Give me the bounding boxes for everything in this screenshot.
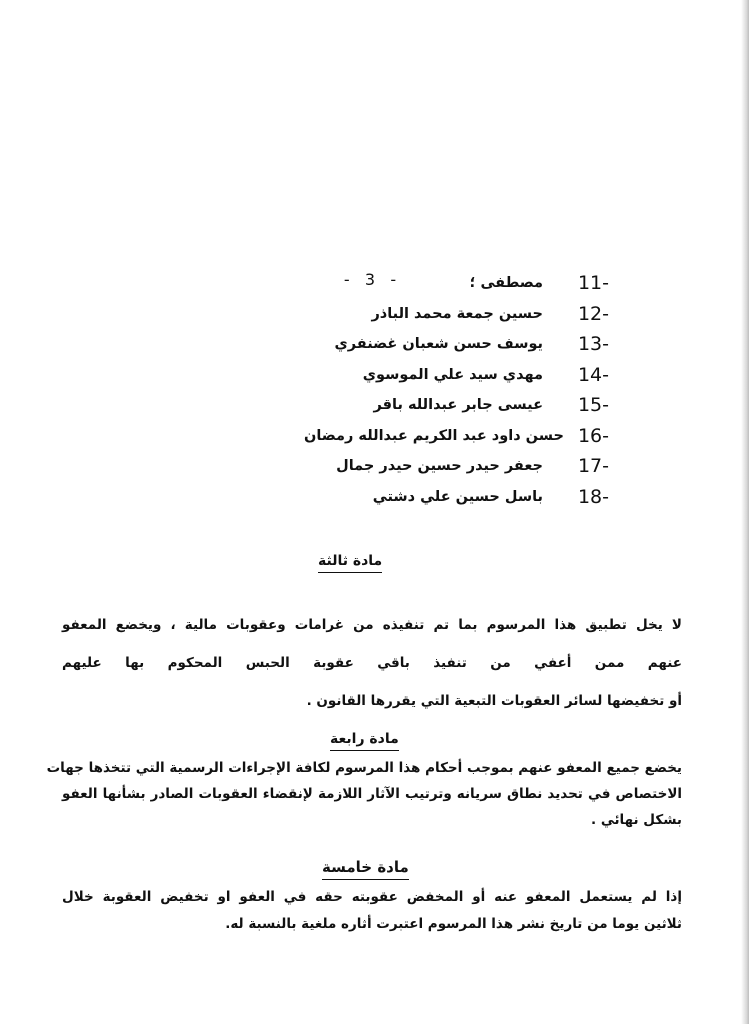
list-item bbox=[303, 421, 609, 452]
item-number: 15- bbox=[577, 394, 609, 417]
item-number: 12- bbox=[577, 302, 609, 325]
article-4-line-3: بشكل نهائي . bbox=[590, 812, 682, 828]
article-5-line-1: إذا لم يستعمل المعفو عنه أو المخفض عقوبته حقه في العفو او تخفيض العقوبة خلال bbox=[62, 889, 682, 905]
article-3-body bbox=[62, 617, 682, 719]
names-list bbox=[303, 268, 609, 512]
article-3-line-2: عنهم ممن أعفي من تنفيذ باقي عقوبة الحبس المحكوم بها عليهم bbox=[62, 655, 682, 671]
item-name: مصطفى ؛ bbox=[469, 275, 543, 292]
list-item bbox=[309, 268, 609, 299]
item-number: 18- bbox=[577, 485, 609, 508]
list-item bbox=[309, 299, 609, 330]
item-number: 14- bbox=[577, 363, 609, 386]
article-5-title: مادة خامسة bbox=[322, 858, 409, 880]
item-number: 16- bbox=[577, 424, 609, 447]
article-4-line-2: الاختصاص في تحديد نطاق سريانه وترتيب الآثار اللازمة لإنقضاء العقوبات الصادر بشأنها العفو bbox=[62, 786, 682, 802]
list-item bbox=[309, 482, 609, 513]
item-name: مهدي سيد علي الموسوي bbox=[362, 366, 543, 383]
list-item bbox=[309, 451, 609, 482]
list-item bbox=[309, 329, 609, 360]
item-name: حسن داود عبد الكريم عبدالله رمضان bbox=[303, 427, 564, 444]
article-5-body bbox=[62, 889, 682, 943]
article-3-title: مادة ثالثة bbox=[318, 553, 382, 573]
list-item bbox=[309, 390, 609, 421]
item-name: جعفر حيدر حسين حيدر جمال bbox=[336, 458, 543, 475]
item-number: 17- bbox=[577, 455, 609, 478]
page-edge-shadow bbox=[741, 0, 749, 1024]
article-4-line-1: يخضع جميع المعفو عنهم بموجب أحكام هذا المرسوم لكافة الإجراءات الرسمية التي تتخذها جهات bbox=[46, 760, 682, 776]
article-4-body bbox=[46, 760, 682, 838]
article-5-line-2: ثلاثين يوما من تاريخ نشر هذا المرسوم اعتبرت أثاره ملغية بالنسبة له. bbox=[225, 916, 682, 932]
article-3-line-3: أو تخفيضها لسائر العقوبات التبعية التي يقررها القانون . bbox=[306, 693, 682, 709]
item-name: يوسف حسن شعبان غضنفري bbox=[334, 336, 543, 353]
list-item bbox=[309, 360, 609, 391]
item-number: 13- bbox=[577, 333, 609, 356]
article-4-title: مادة رابعة bbox=[330, 731, 399, 751]
article-3-line-1: لا يخل تطبيق هذا المرسوم بما تم تنفيذه من غرامات وعقوبات مالية ، ويخضع المعفو bbox=[62, 617, 682, 633]
item-number: 11- bbox=[577, 272, 609, 295]
item-name: حسين جمعة محمد الباذر bbox=[371, 305, 543, 322]
page-number: - 3 - bbox=[343, 270, 397, 289]
item-name: عيسى جابر عبدالله باقر bbox=[373, 397, 543, 414]
item-name: باسل حسين علي دشتي bbox=[372, 488, 543, 505]
